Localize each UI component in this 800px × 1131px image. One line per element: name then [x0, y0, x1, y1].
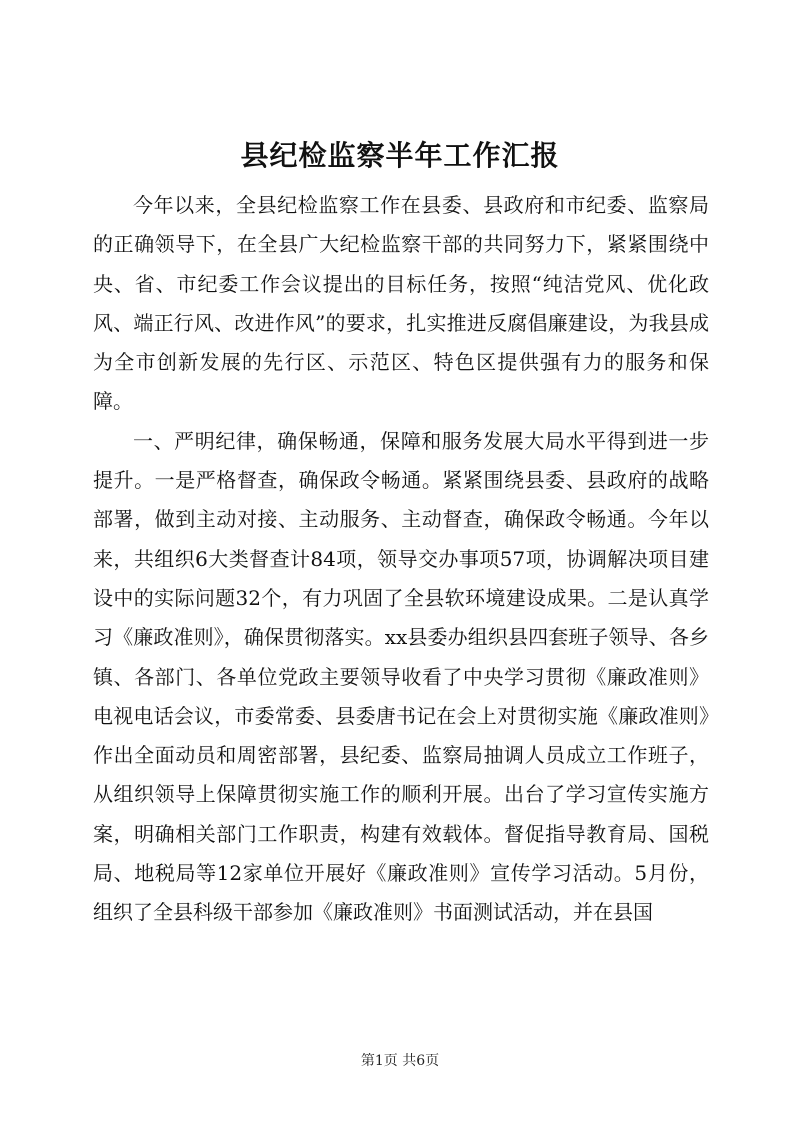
paragraph-intro: 今年以来，全县纪检监察工作在县委、县政府和市纪委、监察局的正确领导下，在全县广大纪检监察干部的共同努力下，紧紧围绕中央、省、市纪委工作会议提出的目标任务，按照“纯洁党风、优化政风、端正行风、改进作风”的要求，扎实推进反腐倡廉建设，为我县成为全市创新发展的先行区、示范区、特色区提供强有力的服务和保障。 [93, 193, 709, 414]
paragraph-section-one: 一、严明纪律，确保畅通，保障和服务发展大局水平得到进一步提升。一是严格督查，确保政令畅通。紧紧围绕县委、县政府的战略部署，做到主动对接、主动服务、主动督查，确保政令畅通。今年以来，共组织6大类督查计84项，领导交办事项57项，协调解决项目建设中的实际问题32个，有力巩固了全县软环境建设成果。二是认真学习《廉政准则》，确保贯彻落实。xx县委办组织县四套班子领导、各乡镇、各部门、各单位党政主要领导收看了中央学习贯彻《廉政准则》电视电话会议，市委常委、县委唐书记在会上对贯彻实施《廉政准则》作出全面动员和周密部署，县纪委、监察局抽调人员成立工作班子，从组织领导上保障贯彻实施工作的顺利开展。出台了学习宣传实施方案，明确相关部门工作职责，构建有效载体。督促指导教育局、国税局、地税局等12家单位开展好《廉政准则》宣传学习活动。5月份，组织了全县科级干部参加《廉政准则》书面测试活动，并在县国 [93, 428, 709, 925]
page-number-footer: 第1页 共6页 [360, 1053, 440, 1069]
document-title: 县纪检监察半年工作汇报 [240, 139, 560, 172]
document-body [93, 186, 709, 933]
